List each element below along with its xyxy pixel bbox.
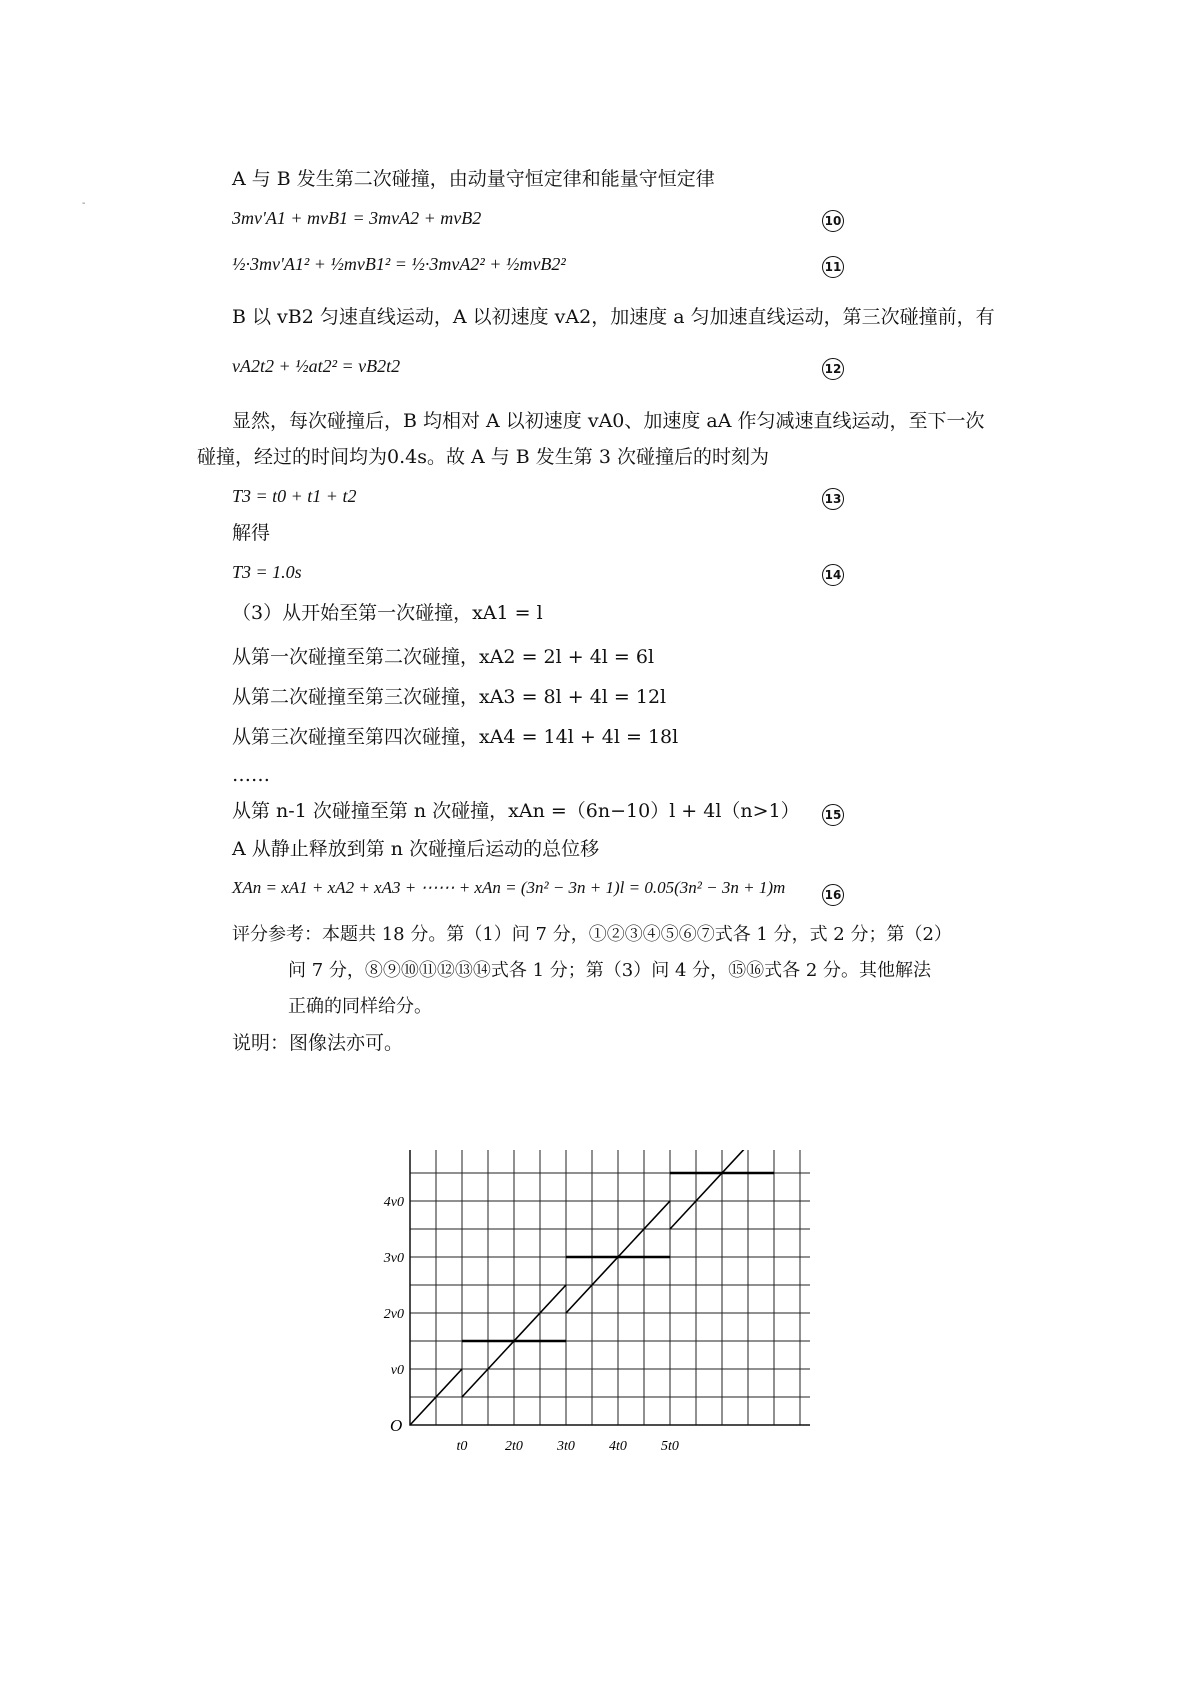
line-scoring-2: 问 7 分，⑧⑨⑩⑪⑫⑬⑭式各 1 分；第（3）问 4 分，⑮⑯式各 2 分。其他解法 [288,960,932,981]
line-part3-first: （3）从开始至第一次碰撞，xA1 = l [232,602,543,624]
y-tick-label: v0 [390,1363,404,1378]
line-time-interval: 碰撞，经过的时间均为0.4s。故 A 与 B 发生第 3 次碰撞后的时刻为 [197,446,769,468]
equation-third-collision: vA2t2 + ½at2² = vB2t2 [232,356,401,376]
x-tick-label: 3t0 [557,1439,575,1454]
x-tick-label: t0 [456,1439,468,1454]
equation-t3-sum: T3 = t0 + t1 + t2 [232,486,357,506]
line-b-uniform-motion: B 以 vB2 匀速直线运动，A 以初速度 vA2，加速度 a 匀加速直线运动，第三次碰撞前，有 [232,306,995,328]
y-tick-label: 4v0 [383,1195,404,1210]
x-tick-label: 4t0 [609,1439,627,1454]
line-part3-third: 从第二次碰撞至第三次碰撞，xA3 = 8l + 4l = 12l [232,686,667,708]
equation-number-15: 15 [822,800,844,826]
line-part3-nth: 从第 n-1 次碰撞至第 n 次碰撞，xAn =（6n−10）l + 4l（n>1） [232,800,800,822]
x-tick-label: 2t0 [505,1439,523,1454]
line-ellipsis: …… [232,764,270,786]
x-tick-label: 5t0 [661,1439,679,1454]
y-tick-label: 3v0 [383,1251,404,1266]
line-part3-fourth: 从第三次碰撞至第四次碰撞，xA4 = 14l + 4l = 18l [232,726,679,748]
line-part3-second: 从第一次碰撞至第二次碰撞，xA2 = 2l + 4l = 6l [232,646,655,668]
equation-number-14: 14 [822,560,844,586]
y-tick-label: 2v0 [383,1307,404,1322]
equation-momentum: 3mv'A1 + mvB1 = 3mvA2 + mvB2 [232,208,482,228]
line-note: 说明：图像法亦可。 [232,1032,404,1054]
line-intro-second-collision: A 与 B 发生第二次碰撞，由动量守恒定律和能量守恒定律 [232,168,715,190]
graph-grid [410,1150,810,1425]
line-total-displacement-label: A 从静止释放到第 n 次碰撞后运动的总位移 [232,838,600,860]
graph-labels [383,1195,679,1454]
equation-energy: ½·3mv'A1² + ½mvB1² = ½·3mvA2² + ½mvB2² [232,254,566,274]
line-relative-motion: 显然，每次碰撞后，B 均相对 A 以初速度 vA0、加速度 aA 作匀减速直线运动，至下一次 [232,410,985,432]
equation-number-10: 10 [822,206,844,232]
line-scoring-1: 评分参考：本题共 18 分。第（1）问 7 分，①②③④⑤⑥⑦式各 1 分，式 2 分；第（2） [232,924,952,945]
line-scoring-3: 正确的同样给分。 [288,996,432,1017]
equation-t3-value: T3 = 1.0s [232,562,302,582]
graph-frame [410,1150,810,1425]
origin-label: O [390,1416,403,1435]
line-solve: 解得 [232,522,271,544]
equation-number-12: 12 [822,354,844,380]
stray-mark: - [82,198,86,209]
equation-total-displacement: XAn = xA1 + xA2 + xA3 + ⋯⋯ + xAn = (3n² − 3n + 1)l = 0.05(3n² − 3n + 1)m [232,878,786,897]
equation-number-11: 11 [822,252,844,278]
velocity-time-graph [380,1150,810,1460]
equation-number-13: 13 [822,484,844,510]
equation-number-16: 16 [822,880,844,906]
